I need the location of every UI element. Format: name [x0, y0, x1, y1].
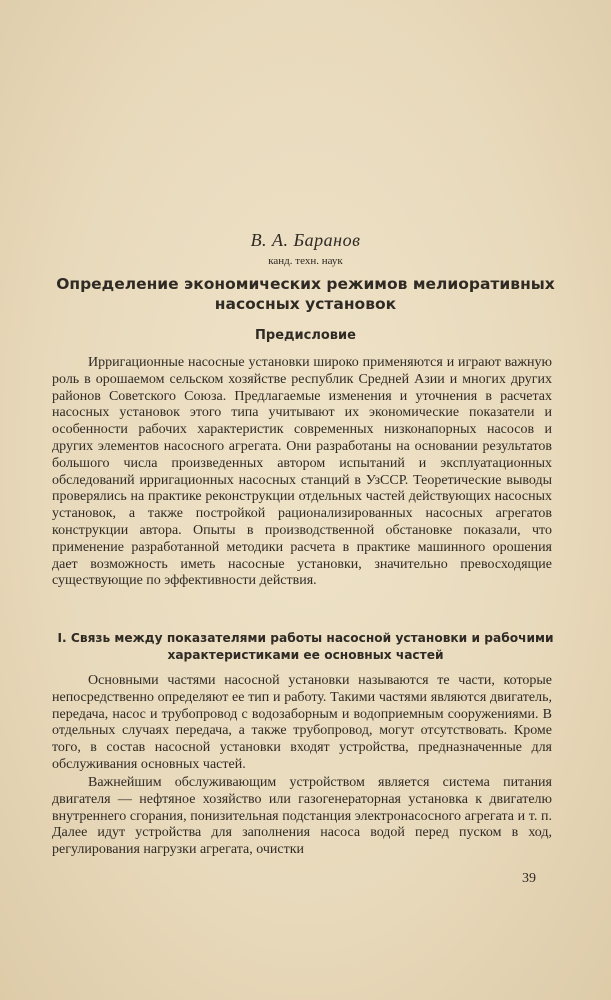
- author-degree: канд. техн. наук: [268, 255, 343, 267]
- section-heading: I. Связь между показателями работы насосной установки и рабочими характеристиками ее основных частей: [57, 631, 554, 662]
- body-paragraph-2: Важнейшим обслуживающим устройством является система питания двигателя — нефтяное хозяйство или газогенераторная установка к двигателю внутреннего сгорания, понизительная подстанция электронасосного агрегата и т. п. Далее идут устройства для заполнения насоса водой перед пуском в ход, регулирования нагрузки агрегата, очистки: [52, 775, 552, 858]
- page-number: 39: [522, 871, 536, 886]
- preface-heading: Предисловие: [255, 328, 356, 343]
- article-title: Определение экономических режимов мелиоративных насосных установок: [56, 275, 555, 313]
- body-paragraph-1: Основными частями насосной установки называются те части, которые непосредственно определяют ее тип и работу. Такими частями являются двигатель, передача, насос и трубопровод с водозаборным и водоприемным сооружениями. В отдельных случаях передача, а также трубопровод, могут отсутствовать. Кроме того, в состав насосной установки входят устройства, предназначенные для обслуживания основных частей.: [52, 673, 552, 772]
- author-name: В. А. Баранов: [250, 230, 361, 250]
- preface-paragraph: Ирригационные насосные установки широко применяются и играют важную роль в орошаемом сельском хозяйстве республик Средней Азии и многих других районов Советского Союза. Предлагаемые изменения и уточнения в расчетах насосных установок этого типа учитывают их экономические показатели и особенности рабочих характеристик современных низконапорных насосов и других элементов насосного агрегата. Они разработаны на основании результатов большого числа произведенных автором испытаний и эксплуатационных обследований ирригационных насосных станций в УзССР. Теоретические выводы проверялись на практике реконструкции отдельных частей действующих насосных установок, а также постройкой рационализированных насосных агрегатов конструкции автора. Опыты в производственной обстановке показали, что применение разработанной методики расчета в практике машинного орошения дает возможность иметь насосные установки, значительно превосходящие существующие по эффективности действия.: [52, 355, 552, 589]
